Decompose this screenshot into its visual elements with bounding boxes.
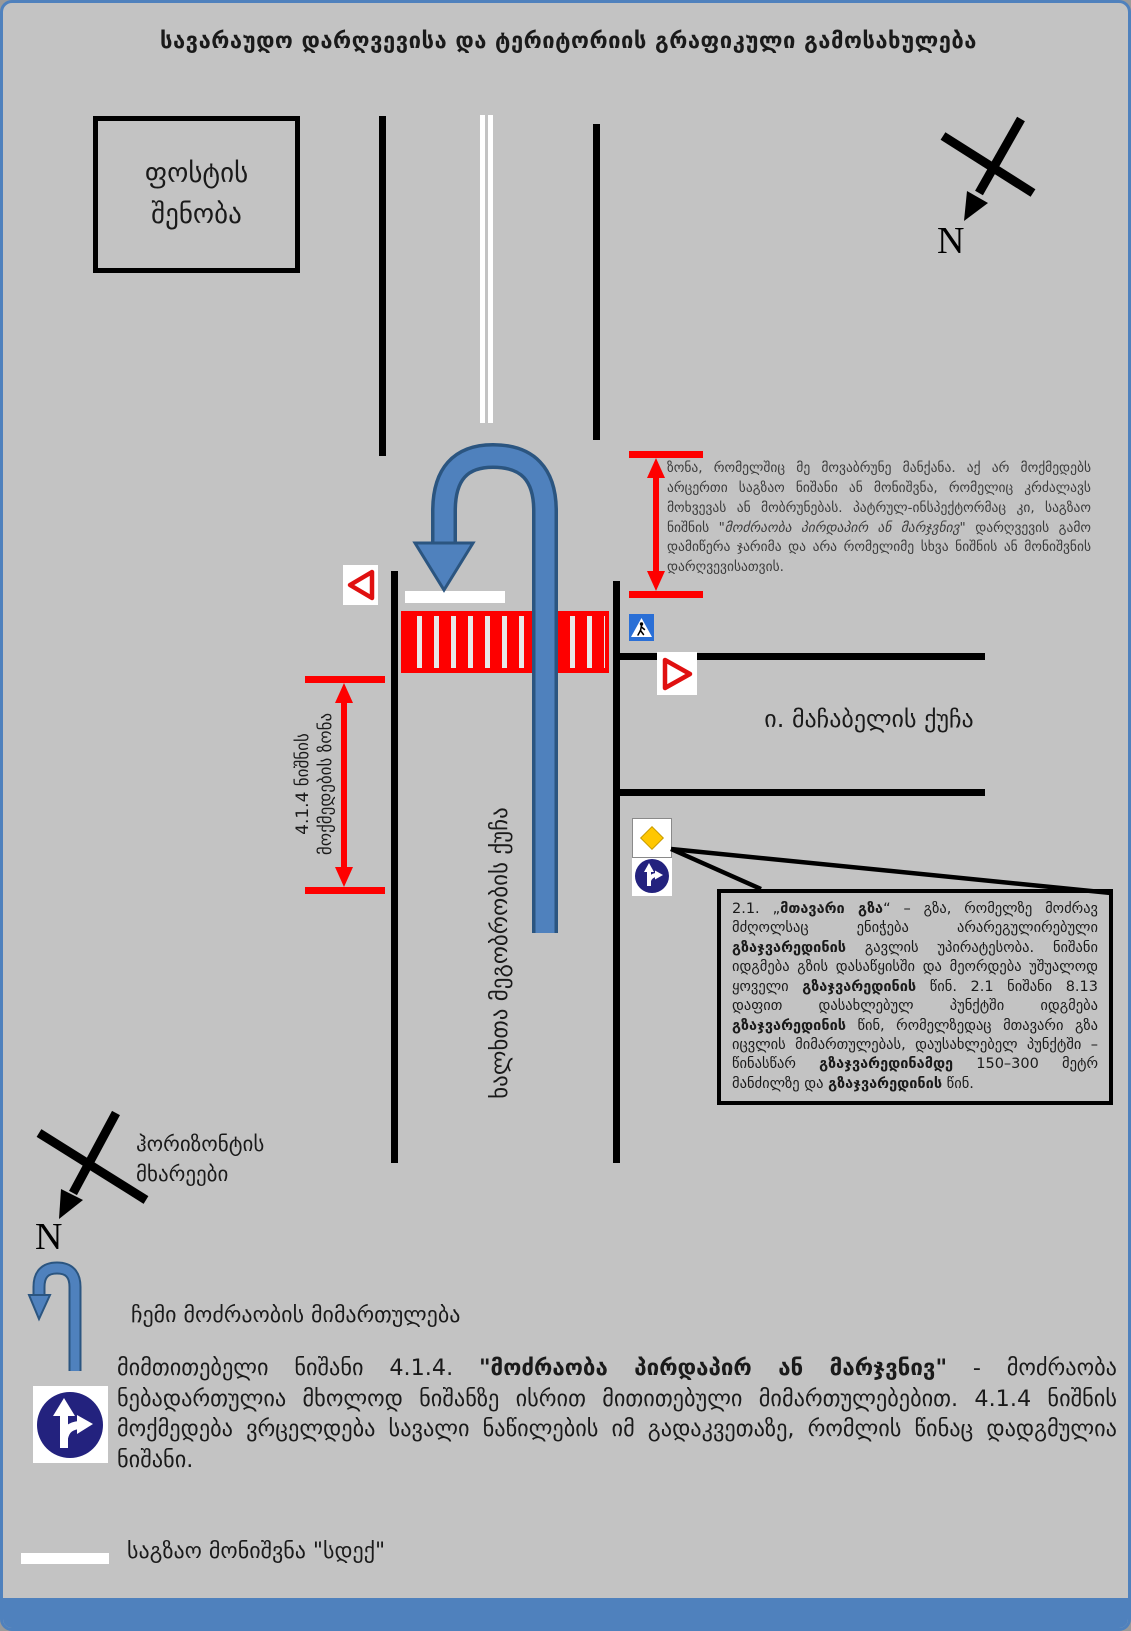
road-edge-lower-right	[613, 581, 620, 1163]
page-title: სავარაუდო დარღვევისა და ტერიტორიის გრაფიკული გამოსახულება	[160, 29, 977, 54]
violation-zone-note: ზონა, რომელშიც მე მოვაბრუნე მანქანა. აქ არ მოქმედებს არცერთი საგზაო ნიშანი ან მონიშვნა, რომელიც კრძალავს მოხვევას ან მობრუნებას. პატრულ-ინსპექტორმაც კი, საგზაო ნიშნის "მოძრაობა პირდაპირ ან მარჯვნივ" დარღვევის გამო დამიწერა ჯარიმა და არა რომელიმე სხვა ნიშნის ან მონიშვნის დარღვევისათვის.	[667, 460, 1092, 576]
street-label-friendship: ხალხთა მეგობრობის ქუჩა	[487, 807, 513, 1099]
post-building-box	[93, 116, 300, 273]
street-label-machabeli: ი. მაჩაბელის ქუჩა	[764, 705, 974, 733]
road-edge-upper-right	[593, 124, 600, 440]
legend-sign-4-1-4-icon	[33, 1386, 108, 1463]
sign-zone-label: 4.1.4 ნიშნის მოქმედების ზონა	[293, 712, 336, 856]
north-label-top: N	[937, 220, 965, 262]
post-building-label: ფოსტის შენობა	[144, 158, 249, 230]
legend-u-turn-arrow	[27, 1261, 89, 1373]
bottom-accent-bar	[3, 1598, 1128, 1628]
road-center-divider-line	[480, 115, 493, 423]
sign-2-1-infobox: 2.1. „მთავარი გზა“ – გზა, რომელზე მოძრავ მძღოლსაც ენიჭება არარეგულირებული გზაჯვარედინის გავლის უპირატესობა. ნიშანი იდგმება გზის დასაწყისში და მეორდება უშუალოდ ყოველი გზაჯვარედინის წინ. 2.1 ნიშანი 8.13 დაფით დასახლებულ პუნქტში იდგმება გზაჯვარედინის წინ, რომელზედაც მთავარი გზა იცვლის მიმართულებას, დაუსახლებელ პუნქტში – წინასწარ გზაჯვარედინამდე 150–300 მეტრ მანძილზე და გზაჯვარედინის წინ.	[717, 889, 1113, 1105]
road-edge-upper-left	[379, 116, 386, 456]
legend-sign-paragraph: მიმთითებელი ნიშანი 4.1.4. "მოძრაობა პირდაპირ ან მარჯვნივ" - მოძრაობა ნებადართულია მხოლოდ ნიშანზე ისრით მითითებული მიმართულებებით. 4.1.4 ნიშნის მოქმედება ვრცელდება სავალი ნაწილების იმ გადაკვეთაზე, რომლის წინაც დადგმულია ნიშანი.	[117, 1355, 1117, 1473]
horizon-sides-label: ჰორიზონტის მხარეები	[136, 1132, 265, 1187]
north-label-bottom: N	[35, 1216, 63, 1258]
legend-stop-line-label: საგზაო მონიშვნა "სდექ"	[127, 1539, 386, 1564]
legend-stop-line-swatch	[21, 1553, 109, 1564]
compass-north-arrow-top	[931, 111, 1041, 231]
road-edge-machabeli-bottom	[613, 789, 985, 796]
legend-direction-label: ჩემი მოძრაობის მიმართულება	[131, 1303, 461, 1328]
pedestrian-crossing-sign-icon	[629, 614, 654, 641]
give-way-sign-left-icon	[343, 565, 378, 605]
give-way-sign-right-icon	[657, 652, 697, 695]
